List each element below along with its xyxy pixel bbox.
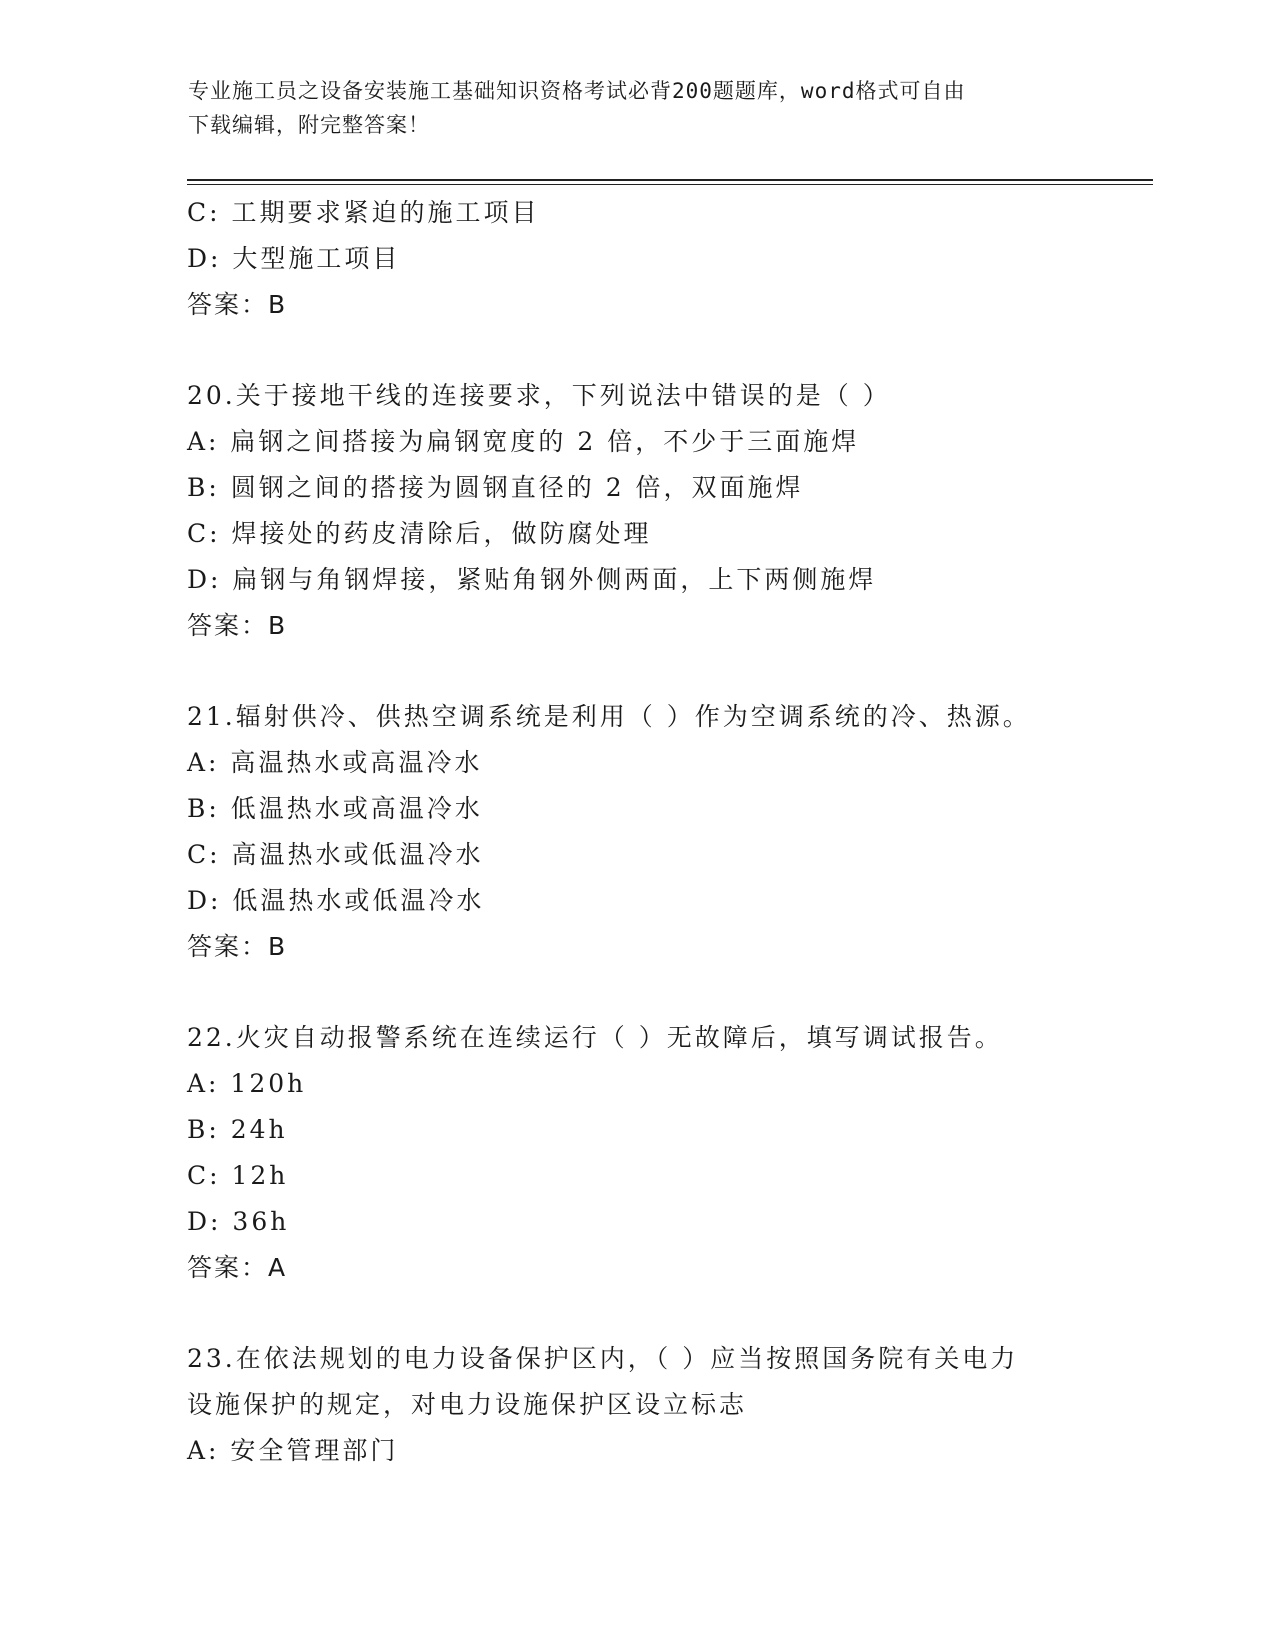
header-title-line-1: 专业施工员之设备安装施工基础知识资格考试必背200题题库，word格式可自由 xyxy=(188,79,966,103)
answer-label: 答案：B xyxy=(187,611,288,640)
option-a: A: 高温热水或高温冷水 xyxy=(187,748,483,777)
header-divider-thin xyxy=(187,184,1153,185)
option-a: A: 扁钢之间搭接为扁钢宽度的 2 倍，不少于三面施焊 xyxy=(187,427,860,456)
question-text: 21.辐射供冷、供热空调系统是利用（ ）作为空调系统的冷、热源。 xyxy=(187,702,1031,731)
document-header xyxy=(188,74,1088,142)
question-23 xyxy=(187,1336,1087,1474)
option-a: A: 安全管理部门 xyxy=(187,1436,399,1465)
question-21 xyxy=(187,694,1087,970)
option-a: A: 120h xyxy=(187,1069,307,1098)
question-text-line-1: 23.在依法规划的电力设备保护区内，（ ）应当按照国务院有关电力 xyxy=(187,1344,1019,1373)
option-b: B: 低温热水或高温冷水 xyxy=(187,794,483,823)
option-d: D: 36h xyxy=(187,1207,290,1236)
spacer xyxy=(187,328,1087,373)
spacer xyxy=(187,1291,1087,1336)
answer-label: 答案：B xyxy=(187,932,288,961)
option-d: D: 低温热水或低温冷水 xyxy=(187,886,485,915)
option-b: B: 圆钢之间的搭接为圆钢直径的 2 倍，双面施焊 xyxy=(187,473,804,502)
option-b: B: 24h xyxy=(187,1115,288,1144)
option-d: D: 扁钢与角钢焊接，紧贴角钢外侧两面，上下两侧施焊 xyxy=(187,565,877,594)
option-c: C: 12h xyxy=(187,1161,289,1190)
header-divider-thick xyxy=(187,179,1153,181)
question-20 xyxy=(187,373,1087,649)
header-title-line-2: 下载编辑，附完整答案！ xyxy=(188,113,430,137)
spacer xyxy=(187,970,1087,1015)
question-text-line-2: 设施保护的规定，对电力设施保护区设立标志 xyxy=(187,1390,748,1419)
option-c: C: 工期要求紧迫的施工项目 xyxy=(187,198,540,227)
question-19 xyxy=(187,190,1087,328)
answer-label: 答案：A xyxy=(187,1253,288,1282)
answer-label: 答案：B xyxy=(187,290,288,319)
question-22 xyxy=(187,1015,1087,1291)
option-c: C: 高温热水或低温冷水 xyxy=(187,840,484,869)
question-text: 22.火灾自动报警系统在连续运行（ ）无故障后，填写调试报告。 xyxy=(187,1023,1003,1052)
question-text: 20.关于接地干线的连接要求，下列说法中错误的是（ ） xyxy=(187,381,891,410)
option-c: C: 焊接处的药皮清除后，做防腐处理 xyxy=(187,519,652,548)
spacer xyxy=(187,649,1087,694)
option-d: D: 大型施工项目 xyxy=(187,244,401,273)
question-list xyxy=(187,190,1087,1474)
